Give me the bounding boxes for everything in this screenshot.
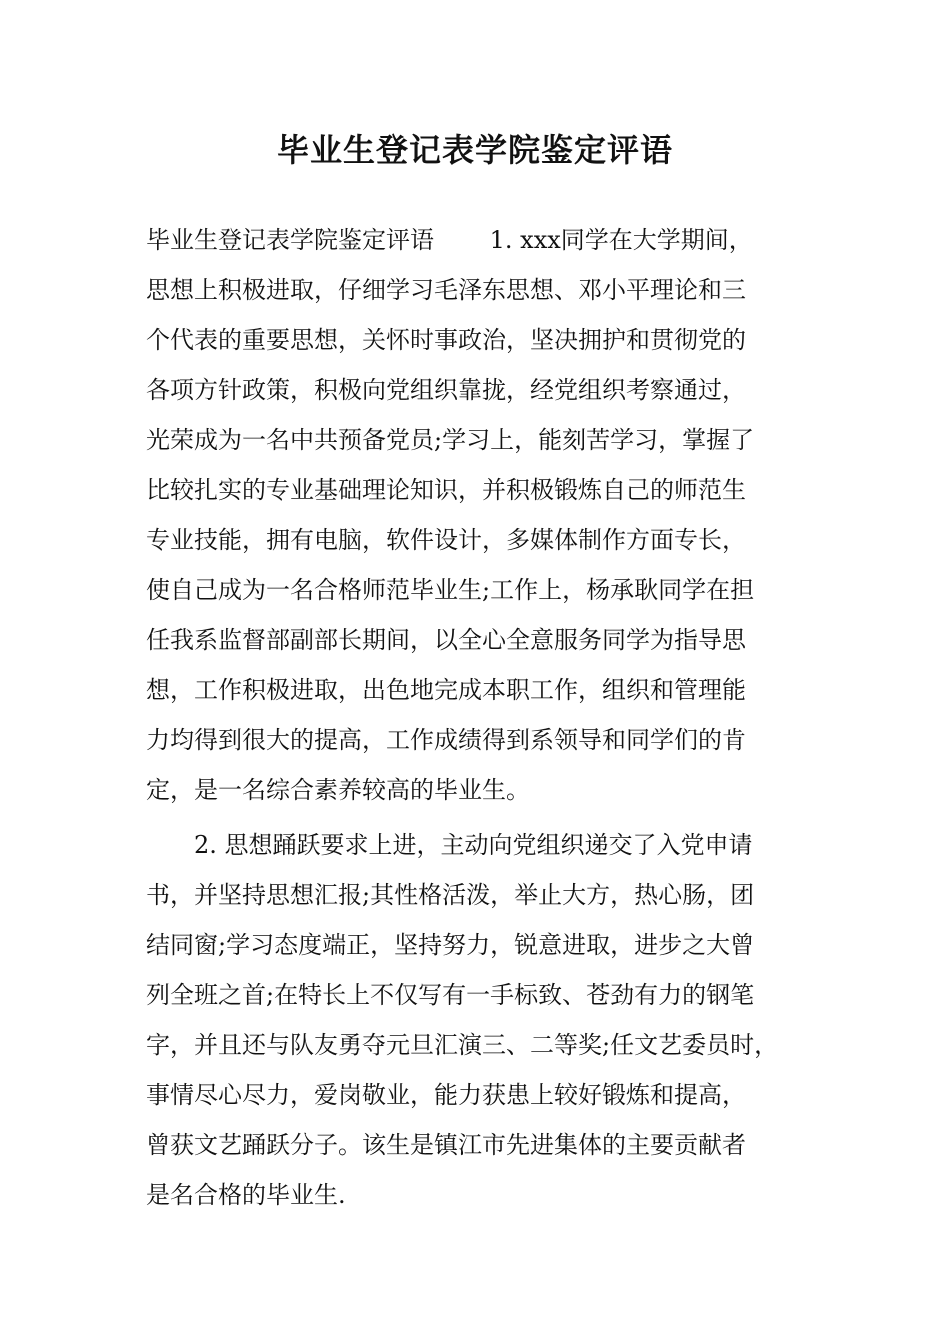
body-line: 思想上积极进取，仔细学习毛泽东思想、邓小平理论和三 — [146, 276, 746, 304]
body-line: 是名合格的毕业生. — [146, 1181, 346, 1209]
body-line: 任我系监督部副部长期间，以全心全意服务同学为指导思 — [146, 626, 746, 654]
body-line: 2. 思想踊跃要求上进，主动向党组织递交了入党申请 — [146, 831, 753, 859]
body-line: 曾获文艺踊跃分子。该生是镇江市先进集体的主要贡献者 — [146, 1131, 746, 1159]
body-line: 想，工作积极进取，出色地完成本职工作，组织和管理能 — [146, 676, 746, 704]
body-line: 比较扎实的专业基础理论知识，并积极锻炼自己的师范生 — [146, 476, 746, 504]
body-line: 结同窗;学习态度端正，坚持努力，锐意进取，进步之大曾 — [146, 931, 755, 959]
body-line: 事情尽心尽力，爱岗敬业，能力获患上较好锻炼和提高， — [146, 1081, 746, 1109]
body-line: 光荣成为一名中共预备党员;学习上，能刻苦学习，掌握了 — [146, 426, 755, 454]
body-line: 列全班之首;在特长上不仅写有一手标致、苍劲有力的钢笔 — [146, 981, 755, 1009]
body-line: 各项方针政策，积极向党组织靠拢，经党组织考察通过， — [146, 376, 746, 404]
body-line: 毕业生登记表学院鉴定评语 1. xxx同学在大学期间， — [146, 226, 753, 254]
body-line: 力均得到很大的提高，工作成绩得到系领导和同学们的肯 — [146, 726, 746, 754]
body-line: 字，并且还与队友勇夺元旦汇演三、二等奖;任文艺委员时， — [146, 1031, 779, 1059]
body-line: 专业技能，拥有电脑，软件设计，多媒体制作方面专长， — [146, 526, 746, 554]
body-line: 个代表的重要思想，关怀时事政治，坚决拥护和贯彻党的 — [146, 326, 746, 354]
body-line: 定，是一名综合素养较高的毕业生。 — [146, 776, 530, 804]
body-line: 使自己成为一名合格师范毕业生;工作上，杨承耿同学在担 — [146, 576, 755, 604]
document-title: 毕业生登记表学院鉴定评语 — [276, 131, 673, 169]
body-line: 书，并坚持思想汇报;其性格活泼，举止大方，热心肠，团 — [146, 881, 755, 909]
